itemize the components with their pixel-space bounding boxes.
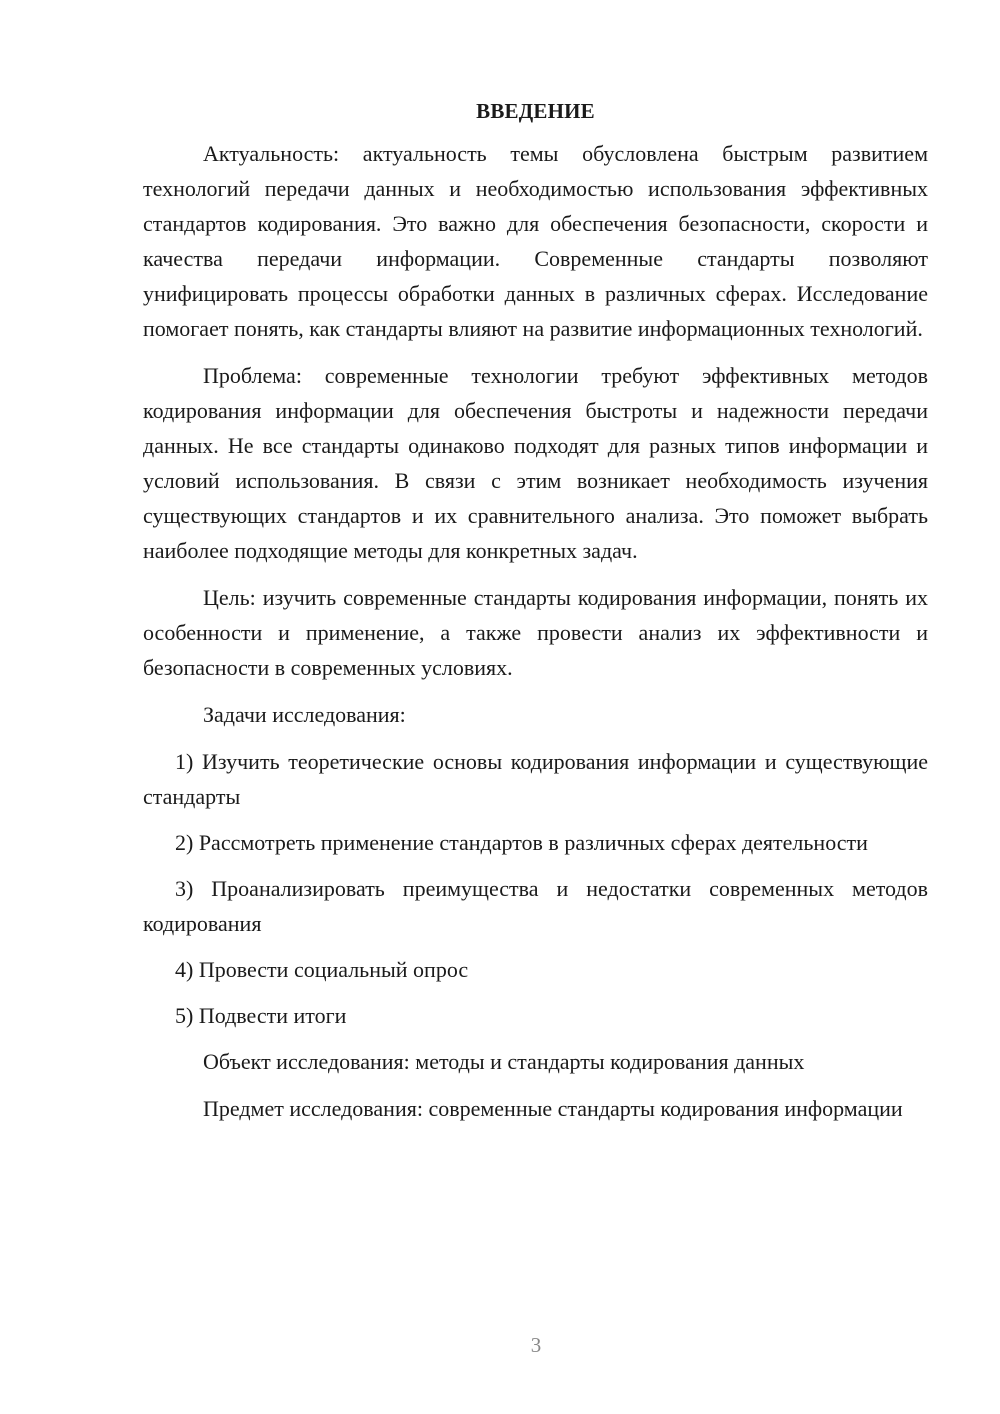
task-item-2: 2) Рассмотреть применение стандартов в различных сферах деятельности bbox=[175, 830, 868, 855]
task-item-5: 5) Подвести итоги bbox=[175, 1003, 347, 1028]
task-item-4: 4) Провести социальный опрос bbox=[175, 957, 469, 982]
tasks-heading: Задачи исследования: bbox=[203, 702, 406, 727]
paragraph-goal: Цель: изучить современные стандарты кодирования информации, понять их особенности и применение, а также провести анализ их эффективности и безопасности в современных условиях. bbox=[143, 585, 928, 680]
paragraph-relevance: Актуальность: актуальность темы обусловлена быстрым развитием технологий передачи данных и необходимостью использования эффективных стандартов кодирования. Это важно для обеспечения безопасности, скорости и качества передачи информации. Современные стандарты позволяют унифицировать процессы обработки данных в различных сферах. Исследование помогает понять, как стандарты влияют на развитие информационных технологий. bbox=[143, 141, 928, 341]
paragraph-object: Объект исследования: методы и стандарты кодирования данных bbox=[203, 1049, 805, 1074]
page-title: ВВЕДЕНИЕ bbox=[476, 99, 595, 123]
paragraph-problem: Проблема: современные технологии требуют эффективных методов кодирования информации для обеспечения быстроты и надежности передачи данных. Не все стандарты одинаково подходят для разных типов информации и условий использования. В связи с этим возникает необходимость изучения существующих стандартов и их сравнительного анализа. Это поможет выбрать наиболее подходящие методы для конкретных задач. bbox=[143, 363, 928, 563]
task-item-3: 3) Проанализировать преимущества и недостатки современных методов кодирования bbox=[143, 876, 928, 936]
paragraph-subject: Предмет исследования: современные стандарты кодирования информации bbox=[203, 1096, 903, 1121]
page-number: 3 bbox=[530, 1333, 542, 1357]
task-item-1: 1) Изучить теоретические основы кодирования информации и существующие стандарты bbox=[143, 749, 928, 809]
page-content bbox=[143, 96, 928, 1138]
